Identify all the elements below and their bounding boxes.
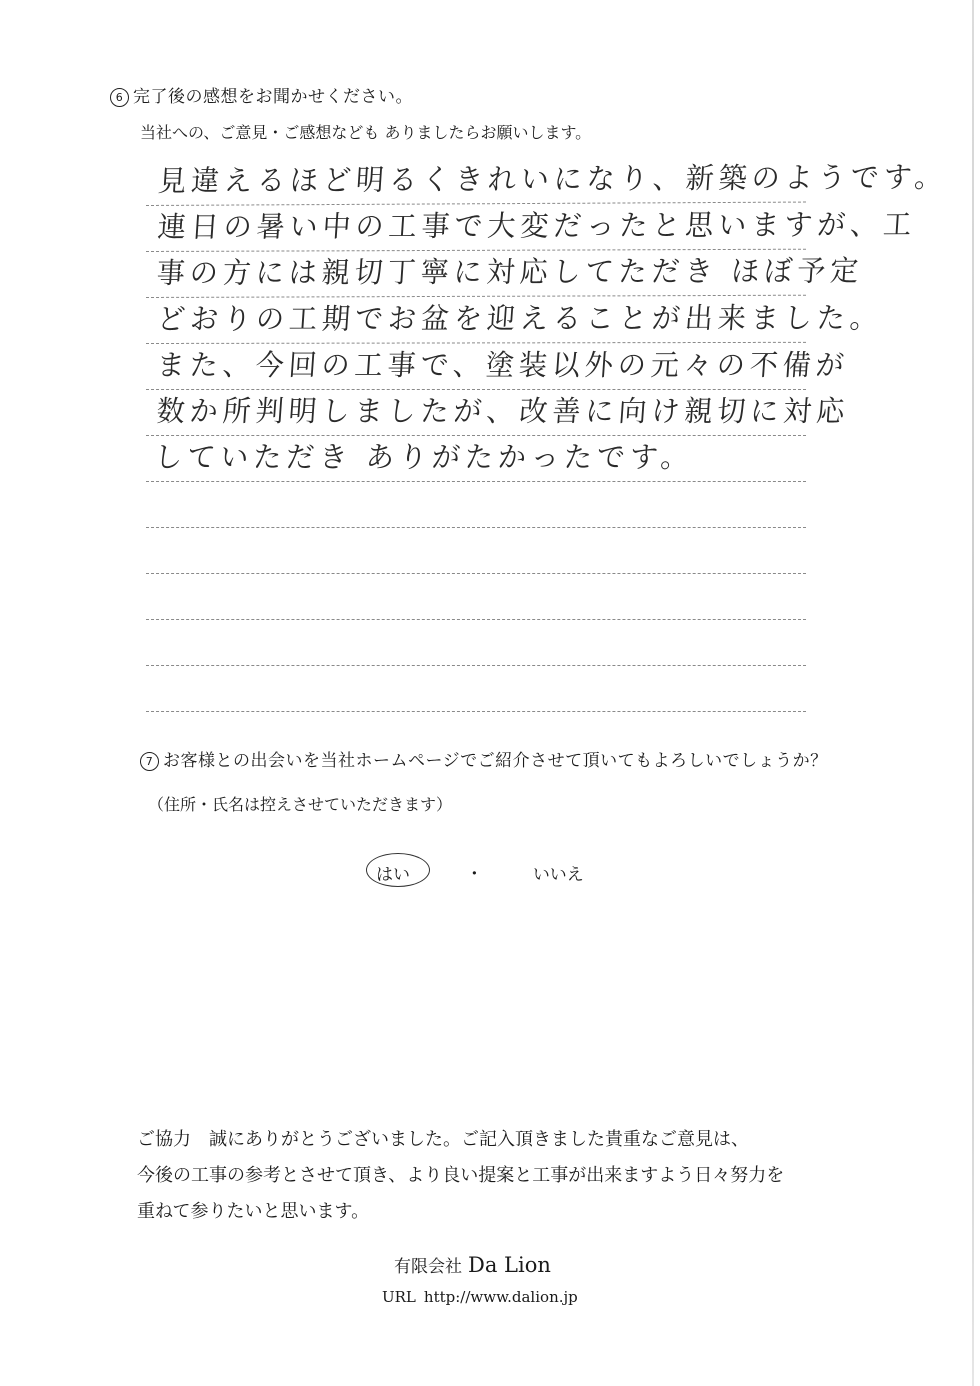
- url-value: http://www.dalion.jp: [423, 1288, 578, 1306]
- answer-line: [146, 344, 850, 390]
- question-7-title: [140, 746, 828, 771]
- question-6-title-text: 完了後の感想をお聞かせください。: [133, 87, 413, 107]
- company-name: [394, 1252, 551, 1277]
- option-yes-label: はい: [376, 865, 410, 885]
- closing-line: 重ねて参りたいと思います。: [137, 1201, 370, 1222]
- question-7-number: 7: [140, 752, 159, 771]
- question-6-number: 6: [110, 88, 129, 107]
- answer-line: [146, 666, 806, 712]
- url-label: URL: [382, 1288, 416, 1306]
- answer-line: [146, 390, 851, 436]
- company-type: 有限会社: [394, 1257, 462, 1277]
- option-no: いいえ: [532, 865, 584, 885]
- handwritten-text: 数か所判明しましたが、改善に向け親切に対応: [155, 394, 851, 428]
- closing-message: [137, 1122, 784, 1230]
- handwritten-text: 連日の暑い中の工事で大変だったと思いますが、工: [156, 207, 918, 244]
- answer-line: [146, 204, 918, 252]
- handwritten-text: どおりの工期でお盆を迎えることが出来ました。: [156, 300, 884, 336]
- closing-line: ご協力 誠にありがとうございました。ご記入頂きました貴重なご意見は、: [137, 1129, 749, 1150]
- question-6-subtitle: 当社への、ご意見・ご感想なども ありましたらお願いします。: [140, 123, 592, 142]
- company-url: [382, 1288, 578, 1306]
- selected-circle-mark: [366, 853, 430, 887]
- handwritten-text: していただき ありがたかったです。: [153, 440, 695, 474]
- answer-line: [146, 528, 806, 574]
- answer-line: [146, 436, 806, 482]
- answer-line: [146, 250, 865, 298]
- handwritten-text: 見違えるほど明るくきれいになり、新築のようです。: [156, 159, 949, 198]
- answer-line: [146, 297, 884, 344]
- question-7-choices: [370, 858, 584, 887]
- answer-line: [146, 574, 806, 620]
- question-6-title: [110, 82, 413, 107]
- answer-line: [146, 157, 949, 206]
- question-6-answer-area: [146, 159, 949, 712]
- handwritten-text: 事の方には親切丁寧に対応してただき ほぼ予定: [155, 253, 865, 290]
- answer-line: [146, 482, 806, 528]
- question-7-subtitle: （住所・氏名は控えさせていただきます）: [148, 795, 453, 814]
- question-7-title-text: お客様との出会いを当社ホームページでご紹介させて頂いてもよろしいでしょうか？: [163, 751, 828, 771]
- closing-line: 今後の工事の参考とさせて頂き、より良い提案と工事が出来ますよう日々努力を: [137, 1165, 785, 1186]
- handwritten-text: また、今回の工事で、塗装以外の元々の不備が: [155, 348, 850, 382]
- company-brand: Da Lion: [468, 1253, 551, 1277]
- scan-edge-shadow: [972, 0, 974, 1386]
- option-yes: [370, 858, 416, 887]
- answer-line: [146, 620, 806, 666]
- option-separator: ・: [465, 864, 484, 885]
